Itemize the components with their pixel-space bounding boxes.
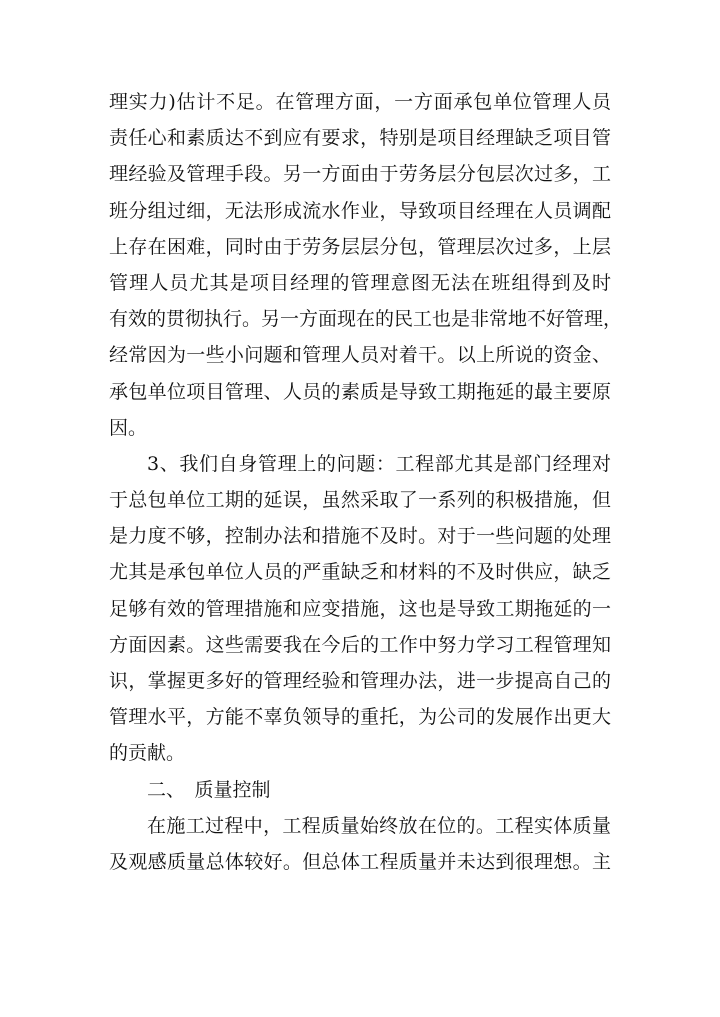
text-line: 管理水平，方能不辜负领导的重托，为公司的发展作出更大: [109, 706, 611, 729]
text-line: 有效的贯彻执行。另一方面现在的民工也是非常地不好管理，: [109, 308, 623, 331]
text-line: 的贡献。: [109, 742, 186, 765]
text-line: 足够有效的管理措施和应变措施，这也是导致工期拖延的一: [109, 597, 611, 620]
text-line: 方面因素。这些需要我在今后的工作中努力学习工程管理知: [109, 633, 611, 656]
paragraph-start-line: 3、我们自身管理上的问题：工程部尤其是部门经理对: [147, 452, 611, 475]
text-line: 识，掌握更多好的管理经验和管理办法，进一步提高自己的: [109, 670, 611, 692]
text-line: 因。: [109, 416, 148, 439]
text-line: 承包单位项目管理、人员的素质是导致工期拖延的最主要原: [109, 380, 611, 403]
text-line: 尤其是承包单位人员的严重缺乏和材料的不及时供应，缺乏: [109, 561, 611, 584]
paragraph-start-line: 在施工过程中，工程质量始终放在位的。工程实体质量: [147, 814, 611, 837]
text-line: 班分组过细，无法形成流水作业，导致项目经理在人员调配: [109, 199, 611, 222]
text-line: 责任心和素质达不到应有要求，特别是项目经理缺乏项目管: [109, 127, 611, 150]
section-heading: 二、 质量控制: [147, 778, 271, 801]
text-line: 理经验及管理手段。另一方面由于劳务层分包层次过多，工: [109, 163, 611, 186]
text-line: 理实力)估计不足。在管理方面，一方面承包单位管理人员: [109, 91, 611, 113]
text-line: 经常因为一些小问题和管理人员对着干。以上所说的资金、: [109, 344, 611, 367]
text-line: 管理人员尤其是项目经理的管理意图无法在班组得到及时: [109, 271, 611, 294]
document-body: [109, 84, 623, 880]
text-line: 上存在困难，同时由于劳务层层分包，管理层次过多，上层: [109, 235, 611, 258]
text-line: 是力度不够，控制办法和措施不及时。对于一些问题的处理: [109, 525, 611, 548]
text-line: 于总包单位工期的延误，虽然采取了一系列的积极措施，但: [109, 489, 611, 512]
text-line: 及观感质量总体较好。但总体工程质量并未达到很理想。主: [109, 850, 611, 873]
